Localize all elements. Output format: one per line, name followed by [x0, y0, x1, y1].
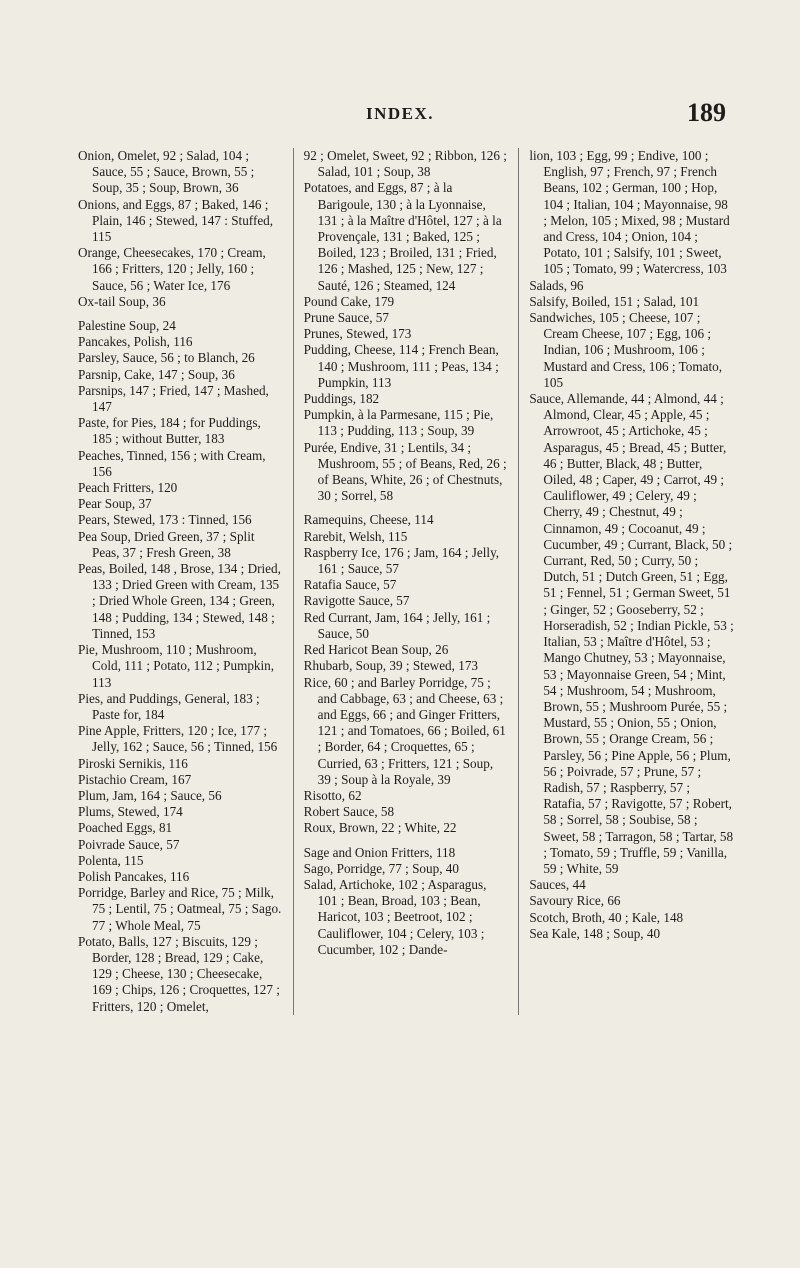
index-entry: Ox-tail Soup, 36 [78, 293, 166, 309]
index-entry: Roux, Brown, 22 ; White, 22 [303, 820, 457, 836]
page-number: 189 [687, 98, 726, 127]
index-entry: Onion, Omelet, 92 ; Salad, 104 ; Sauce, 55 ; Sauce, Brown, 55 ; Soup, 35 ; Soup, Brown, 36 [78, 148, 255, 196]
index-entry: Pistachio Cream, 167 [78, 771, 192, 787]
index-entry: Polenta, 115 [78, 852, 144, 868]
index-entry: Pudding, Cheese, 114 ; French Bean, 140 ; Mushroom, 111 ; Peas, 134 ; Pumpkin, 113 [303, 342, 499, 390]
index-columns [78, 148, 734, 1015]
index-entry: Peas, Boiled, 148 , Brose, 134 ; Dried, 133 ; Dried Green with Cream, 135 ; Dried Whole Green, 134 ; Green, 148 ; Pudding, 134 ; Stewed, 148 ; Tinned, 153 [78, 561, 281, 641]
index-entry: Palestine Soup, 24 [78, 318, 176, 334]
index-entry: lion, 103 ; Egg, 99 ; Endive, 100 ; English, 97 ; French, 97 ; French Beans, 102 ; German, 100 ; Hop, 104 ; Italian, 104 ; Mayonnaise, 98 ; Melon, 105 ; Mixed, 98 ; Mustard and Cress, 104 ; Onion, 104 ; Potato, 101 ; Salsify, 101 ; Sweet, 105 ; Tomato, 99 ; Watercress, 103 [529, 148, 730, 277]
index-entry: Salsify, Boiled, 151 ; Salad, 101 [529, 293, 700, 309]
index-entry: Ratafia Sauce, 57 [303, 577, 397, 593]
index-column-2 [304, 148, 509, 1015]
index-entry: Potato, Balls, 127 ; Biscuits, 129 ; Border, 128 ; Bread, 129 ; Cake, 129 ; Cheese, 130 ; Cheesecake, 169 ; Chips, 126 ; Croquettes, 127 ; Fritters, 120 ; Omelet, [78, 933, 280, 1014]
index-entry: Sea Kale, 148 ; Soup, 40 [529, 925, 661, 941]
index-entry: Prune Sauce, 57 [303, 310, 389, 326]
column-divider [518, 148, 519, 1015]
index-entry: Pear Soup, 37 [78, 496, 152, 512]
index-entry: Pancakes, Polish, 116 [78, 334, 193, 350]
index-entry: Poached Eggs, 81 [78, 820, 173, 836]
index-column-3 [529, 148, 734, 1015]
index-entry: Pears, Stewed, 173 : Tinned, 156 [78, 512, 252, 528]
page-header [0, 98, 800, 138]
index-entry: Sage and Onion Fritters, 118 [303, 844, 456, 860]
index-entry: Salads, 96 [529, 277, 584, 293]
index-entry: Polish Pancakes, 116 [78, 868, 190, 884]
index-entry: Potatoes, and Eggs, 87 ; à la Barigoule, 130 ; à la Lyonnaise, 131 ; à la Maître d'Hôtel, 127 ; à la Provençale, 131 ; Baked, 125 ; Boiled, 123 ; Broiled, 131 ; Fried, 126 ; Mashed, 125 ; New, 127 ; Sauté, 126 ; Steamed, 124 [303, 180, 502, 293]
index-entry: Pound Cake, 179 [303, 293, 395, 309]
index-entry: Scotch, Broth, 40 ; Kale, 148 [529, 909, 684, 925]
index-entry: Peaches, Tinned, 156 ; with Cream, 156 [78, 447, 266, 479]
index-entry: Peach Fritters, 120 [78, 480, 178, 496]
index-entry: Ravigotte Sauce, 57 [303, 593, 410, 609]
index-entry: Pies, and Puddings, General, 183 ; Paste for, 184 [78, 690, 260, 722]
index-entry: Sago, Porridge, 77 ; Soup, 40 [303, 860, 459, 876]
index-entry: Parsley, Sauce, 56 ; to Blanch, 26 [78, 350, 255, 366]
index-entry: Ramequins, Cheese, 114 [303, 512, 434, 528]
index-entry: Red Currant, Jam, 164 ; Jelly, 161 ; Sauce, 50 [303, 609, 491, 641]
index-entry: Salad, Artichoke, 102 ; Asparagus, 101 ; Bean, Broad, 103 ; Bean, Haricot, 103 ; Beetroot, 102 ; Cauliflower, 104 ; Celery, 103 ; Cucumber, 102 ; Dande- [303, 876, 487, 957]
index-entry: Purée, Endive, 31 ; Lentils, 34 ; Mushroom, 55 ; of Beans, Red, 26 ; of Beans, White, 26 ; of Chestnuts, 30 ; Sorrel, 58 [303, 439, 507, 504]
index-entry: Pie, Mushroom, 110 ; Mushroom, Cold, 111 ; Potato, 112 ; Pumpkin, 113 [78, 642, 275, 690]
index-entry: Poivrade Sauce, 57 [78, 836, 180, 852]
index-entry: Puddings, 182 [303, 391, 380, 407]
index-entry: Plum, Jam, 164 ; Sauce, 56 [78, 787, 222, 803]
index-entry: Pine Apple, Fritters, 120 ; Ice, 177 ; Jelly, 162 ; Sauce, 56 ; Tinned, 156 [78, 723, 278, 755]
index-entry: 92 ; Omelet, Sweet, 92 ; Ribbon, 126 ; Salad, 101 ; Soup, 38 [303, 148, 507, 180]
index-entry: Rarebit, Welsh, 115 [303, 528, 408, 544]
index-entry: Sauces, 44 [529, 877, 586, 893]
index-entry: Parsnips, 147 ; Fried, 147 ; Mashed, 147 [78, 382, 269, 415]
index-entry: Prunes, Stewed, 173 [303, 326, 412, 342]
index-column-1 [78, 148, 283, 1015]
index-entry: Robert Sauce, 58 [303, 804, 395, 820]
index-entry: Risotto, 62 [303, 787, 362, 803]
index-entry: Pea Soup, Dried Green, 37 ; Split Peas, 37 ; Fresh Green, 38 [78, 528, 255, 560]
index-entry: Rhubarb, Soup, 39 ; Stewed, 173 [303, 658, 479, 674]
index-entry: Rice, 60 ; and Barley Porridge, 75 ; and Cabbage, 63 ; and Cheese, 63 ; and Eggs, 66 ; and Ginger Fritters, 121 ; and Tomatoes, 66 ; Boiled, 61 ; Border, 64 ; Croquettes, 65 ; Curried, 63 ; Fritters, 121 ; Soup, 39 ; Soup à la Royale, 39 [303, 674, 506, 787]
index-entry: Raspberry Ice, 176 ; Jam, 164 ; Jelly, 161 ; Sauce, 57 [303, 544, 500, 577]
index-entry: Porridge, Barley and Rice, 75 ; Milk, 75 ; Lentil, 75 ; Oatmeal, 75 ; Sago. 77 ; Whole Meal, 75 [78, 885, 282, 933]
index-entry: Sauce, Allemande, 44 ; Almond, 44 ; Almond, Clear, 45 ; Apple, 45 ; Arrowroot, 45 ; Artichoke, 45 ; Asparagus, 45 ; Bread, 45 ; Butter, 46 ; Butter, Black, 48 ; Butter, Oiled, 48 ; Caper, 49 ; Carrot, 49 ; Cauliflower, 49 ; Celery, 49 ; Cherry, 49 ; Chestnut, 49 ; Cinnamon, 49 ; Cocoanut, 49 ; Cucumber, 49 ; Currant, Black, 50 ; Currant, Red, 50 ; Curry, 50 ; Dutch, 51 ; Dutch Green, 51 ; Egg, 51 ; Fennel, 51 ; German Sweet, 51 ; Ginger, 52 ; Gooseberry, 52 ; Horseradish, 52 ; Indian Pickle, 53 ; Italian, 53 ; Maître d'Hôtel, 53 ; Mango Chutney, 53 ; Mayonnaise, 53 ; Mayonnaise Green, 54 ; Mint, 54 ; Mushroom, 54 ; Mushroom, Brown, 55 ; Mushroom Purée, 55 ; Mustard, 55 ; Onion, 55 ; Onion, Brown, 55 ; Orange Cream, 56 ; Parsley, 56 ; Pine Apple, 56 ; Plum, 56 ; Poivrade, 57 ; Prune, 57 ; Radish, 57 ; Raspberry, 57 ; Ratafia, 57 ; Ravigotte, 57 ; Robert, 58 ; Sorrel, 58 ; Soubise, 58 ; Sweet, 58 ; Tarragon, 58 ; Tartar, 58 ; Tomato, 59 ; Truffle, 59 ; Vanilla, 59 ; White, 59 [529, 391, 734, 876]
index-entry: Pumpkin, à la Parmesane, 115 ; Pie, 113 ; Pudding, 113 ; Soup, 39 [303, 407, 494, 439]
column-divider [293, 148, 294, 1015]
index-entry: Sandwiches, 105 ; Cheese, 107 ; Cream Cheese, 107 ; Egg, 106 ; Indian, 106 ; Mushroom, 106 ; Mustard and Cress, 106 ; Tomato, 105 [529, 310, 722, 390]
running-title: INDEX. [365, 104, 435, 123]
index-entry: Parsnip, Cake, 147 ; Soup, 36 [78, 366, 235, 382]
index-entry: Onions, and Eggs, 87 ; Baked, 146 ; Plain, 146 ; Stewed, 147 : Stuffed, 115 [78, 196, 274, 245]
index-entry: Plums, Stewed, 174 [78, 804, 183, 820]
index-entry: Red Haricot Bean Soup, 26 [303, 642, 449, 658]
index-entry: Orange, Cheesecakes, 170 ; Cream, 166 ; Fritters, 120 ; Jelly, 160 ; Sauce, 56 ; Water Ice, 176 [78, 245, 266, 293]
index-entry: Paste, for Pies, 184 ; for Puddings, 185 ; without Butter, 183 [78, 415, 261, 447]
index-entry: Savoury Rice, 66 [529, 893, 621, 909]
index-entry: Piroski Sernikis, 116 [78, 755, 188, 771]
